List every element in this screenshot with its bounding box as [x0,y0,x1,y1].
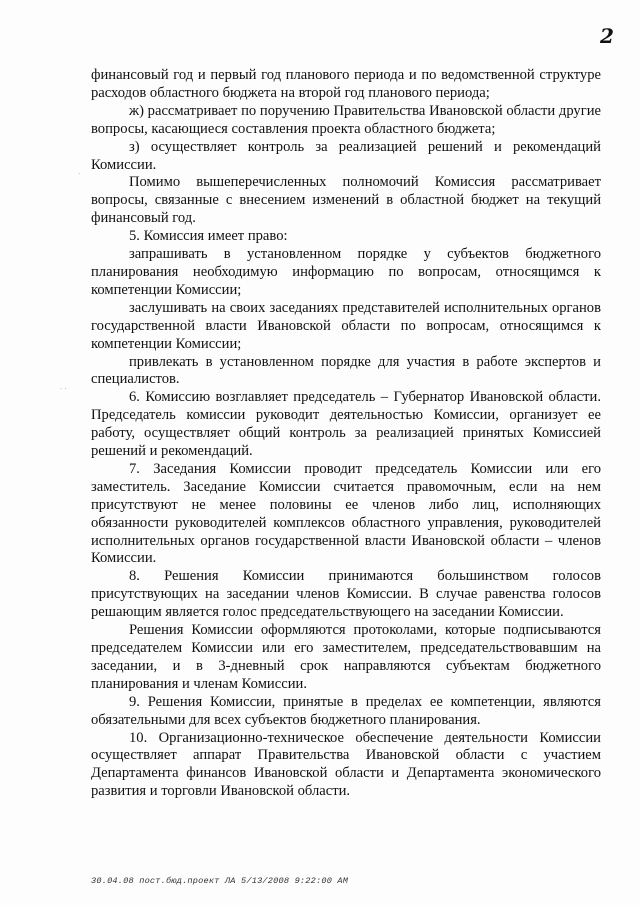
paragraph: Решения Комиссии оформляются протоколами, которые подписываются председателем Комиссии или его заместителем, председательствовавшим на заседании, и в 3-дневный срок направляются субъектам бюджетного планирования и членам Комиссии. [91,622,601,692]
paragraph: Помимо вышеперечисленных полномочий Комиссия рассматривает вопросы, связанные с внесением изменений в областной бюджет на текущий финансовый год. [91,174,601,227]
paragraph: 7. Заседания Комиссии проводит председатель Комиссии или его заместитель. Заседание Комиссии считается правомочным, если на нем присутствуют не менее половины ее членов либо лиц, исполняющих обязанности руководителей комплексов областного управления, руководителей исполнительных органов государственной власти Ивановской области – членов Комиссии. [91,460,601,567]
paragraph: 10. Организационно-техническое обеспечение деятельности Комиссии осуществляет аппарат Правительства Ивановской области с участием Департамента финансов Ивановской области и Департамента экономического развития и торговли Ивановской области. [91,729,601,800]
paragraph: заслушивать на своих заседаниях представителей исполнительных органов государственной власти Ивановской области по вопросам, относящимся к компетенции Комиссии; [91,299,601,352]
paragraph: 9. Решения Комиссии, принятые в пределах ее компетенции, являются обязательными для всех субъектов бюджетного планирования. [91,693,601,728]
paragraph: привлекать в установленном порядке для участия в работе экспертов и специалистов. [91,353,601,388]
paragraph: з) осуществляет контроль за реализацией решений и рекомендаций Комиссии. [91,138,601,173]
scan-speck: · [78,170,81,178]
document-footer: 30.04.08 пост.бюд.проект ЛА 5/13/2008 9:22:00 AM [91,876,349,886]
paragraph: запрашивать в установленном порядке у субъектов бюджетного планирования необходимую информацию по вопросам, относящимся к компетенции Комиссии; [91,246,601,298]
document-body [91,67,601,801]
paragraph: финансовый год и первый год планового периода и по ведомственной структуре расходов областного бюджета на второй год планового периода; [91,67,601,101]
paragraph: 8. Решения Комиссии принимаются большинством голосов присутствующих на заседании членов Комиссии. В случае равенства голосов решающим является голос председательствующего на заседании Комиссии. [91,568,601,621]
paragraph: 6. Комиссию возглавляет председатель – Губернатор Ивановской области. Председатель комиссии руководит деятельностью Комиссии, организует ее работу, осуществляет общий контроль за реализацией принятых Комиссией решений и рекомендаций. [91,389,601,460]
paragraph: 5. Комиссия имеет право: [129,228,288,245]
paragraph: ж) рассматривает по поручению Правительства Ивановской области другие вопросы, касающиеся составления проекта областного бюджета; [91,102,601,137]
scan-speck: · · [60,385,67,393]
page-number: 2 [600,24,614,48]
